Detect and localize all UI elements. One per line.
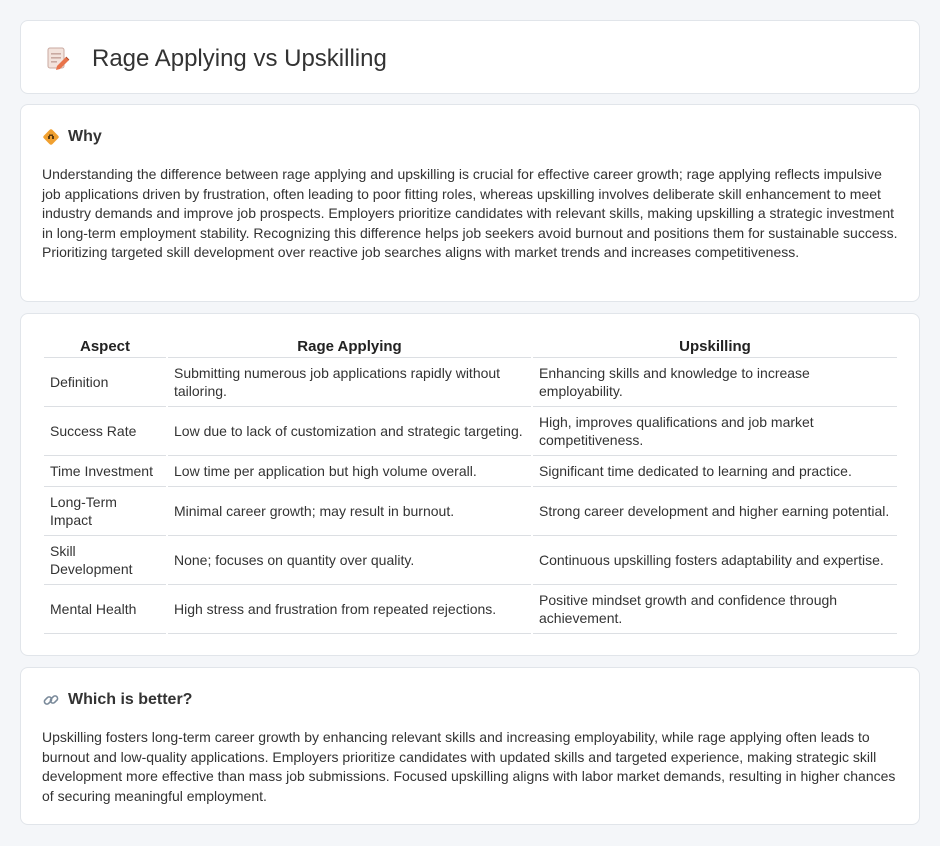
diamond-sign-icon bbox=[42, 128, 60, 146]
table-row bbox=[44, 407, 897, 456]
header-upskilling: Upskilling bbox=[533, 336, 897, 358]
cell-aspect: Time Investment bbox=[44, 456, 166, 487]
table-row bbox=[44, 487, 897, 536]
cell-aspect: Mental Health bbox=[44, 585, 166, 634]
cell-upskilling: Significant time dedicated to learning and practice. bbox=[533, 456, 897, 487]
header-rage-applying: Rage Applying bbox=[168, 336, 531, 358]
cell-rage-applying: High stress and frustration from repeated rejections. bbox=[168, 585, 531, 634]
page-title: Rage Applying vs Upskilling bbox=[92, 45, 387, 72]
why-section bbox=[20, 104, 920, 302]
table-row bbox=[44, 456, 897, 487]
cell-aspect: Long-Term Impact bbox=[44, 487, 166, 536]
which-better-section bbox=[20, 667, 920, 825]
link-icon bbox=[42, 691, 60, 709]
cell-rage-applying: None; focuses on quantity over quality. bbox=[168, 536, 531, 585]
cell-upskilling: Positive mindset growth and confidence through achievement. bbox=[533, 585, 897, 634]
header-aspect: Aspect bbox=[44, 336, 166, 358]
cell-rage-applying: Minimal career growth; may result in burnout. bbox=[168, 487, 531, 536]
cell-aspect: Success Rate bbox=[44, 407, 166, 456]
better-heading bbox=[42, 690, 192, 710]
better-title: Which is better? bbox=[68, 691, 193, 708]
table-header-row bbox=[44, 336, 897, 358]
why-heading bbox=[42, 127, 102, 147]
table-row bbox=[44, 585, 897, 634]
why-title: Why bbox=[68, 128, 102, 145]
why-text: Understanding the difference between rage applying and upskilling is crucial for effective career growth; rage applying reflects impulsive job applications driven by frustration, often leading to poor fitting roles, whereas upskilling involves deliberate skill enhancement to meet industry demands and improve job prospects. Employers prioritize candidates with relevant skills, making upskilling a strategic investment in long-term employment stability. Recognizing this difference helps job seekers avoid burnout and positions them for sustainable success. Prioritizing targeted skill development over reactive job searches aligns with market trends and increases competitiveness. bbox=[42, 166, 898, 260]
comparison-section bbox=[20, 313, 920, 656]
cell-aspect: Definition bbox=[44, 358, 166, 407]
header-card bbox=[20, 20, 920, 94]
cell-upskilling: Enhancing skills and knowledge to increase employability. bbox=[533, 358, 897, 407]
cell-aspect: Skill Development bbox=[44, 536, 166, 585]
document-pencil-icon bbox=[45, 45, 71, 73]
table-row bbox=[44, 536, 897, 585]
table-row bbox=[44, 358, 897, 407]
cell-upskilling: High, improves qualifications and job market competitiveness. bbox=[533, 407, 897, 456]
comparison-table bbox=[42, 336, 899, 634]
cell-upskilling: Continuous upskilling fosters adaptability and expertise. bbox=[533, 536, 897, 585]
cell-upskilling: Strong career development and higher earning potential. bbox=[533, 487, 897, 536]
cell-rage-applying: Submitting numerous job applications rapidly without tailoring. bbox=[168, 358, 531, 407]
cell-rage-applying: Low time per application but high volume overall. bbox=[168, 456, 531, 487]
better-text: Upskilling fosters long-term career growth by enhancing relevant skills and increasing employability, while rage applying often leads to burnout and low-quality applications. Employers prioritize candidates with updated skills and targeted experience, making strategic skill development more effective than mass job submissions. Focused upskilling aligns with labor market demands, resulting in higher chances of securing meaningful employment. bbox=[42, 729, 896, 804]
cell-rage-applying: Low due to lack of customization and strategic targeting. bbox=[168, 407, 531, 456]
